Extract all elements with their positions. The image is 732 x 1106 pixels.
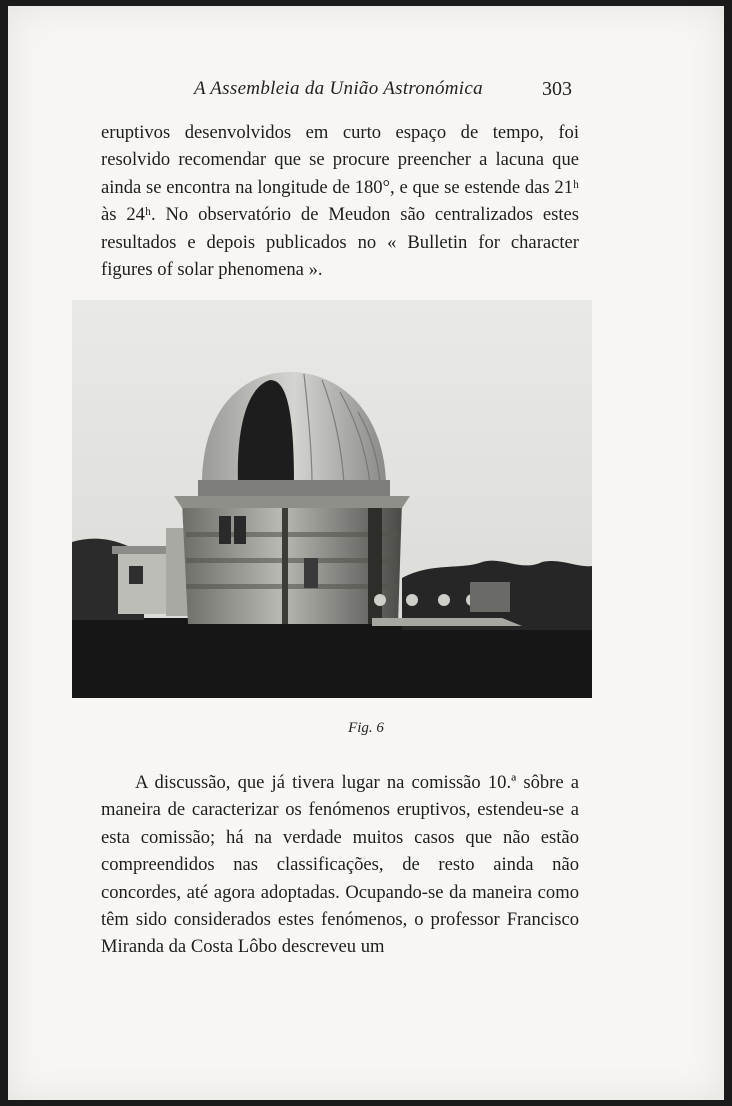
- observatory-photograph: [72, 300, 592, 698]
- figure-caption: Fig. 6: [348, 720, 384, 736]
- paragraph-2: A discussão, que já tivera lugar na comissão 10.ª sôbre a maneira de caracterizar os fenómenos eruptivos, estendeu-se a esta comissão; há na verdade muitos casos que não estão compreendidos nas classificações, de resto ainda não concordes, até agora adoptadas. Ocupando-se da maneira como têm sido considerados estes fenómenos, o professor Francisco Miranda da Costa Lôbo descreveu um: [101, 772, 579, 958]
- page-number: 303: [542, 78, 572, 100]
- running-title: A Assembleia da União Astronómica: [194, 78, 483, 99]
- document-page: [8, 6, 724, 1100]
- paragraph-1: eruptivos desenvolvidos em curto espaço de tempo, foi resolvido recomendar que se procure preencher a lacuna que ainda se encontra na longitude de 180°, e que se estende das 21ʰ às 24ʰ. No observatório de Meudon são centralizados estes resultados e depois publicados no « Bulletin for character figures of solar phenomena ».: [101, 122, 579, 281]
